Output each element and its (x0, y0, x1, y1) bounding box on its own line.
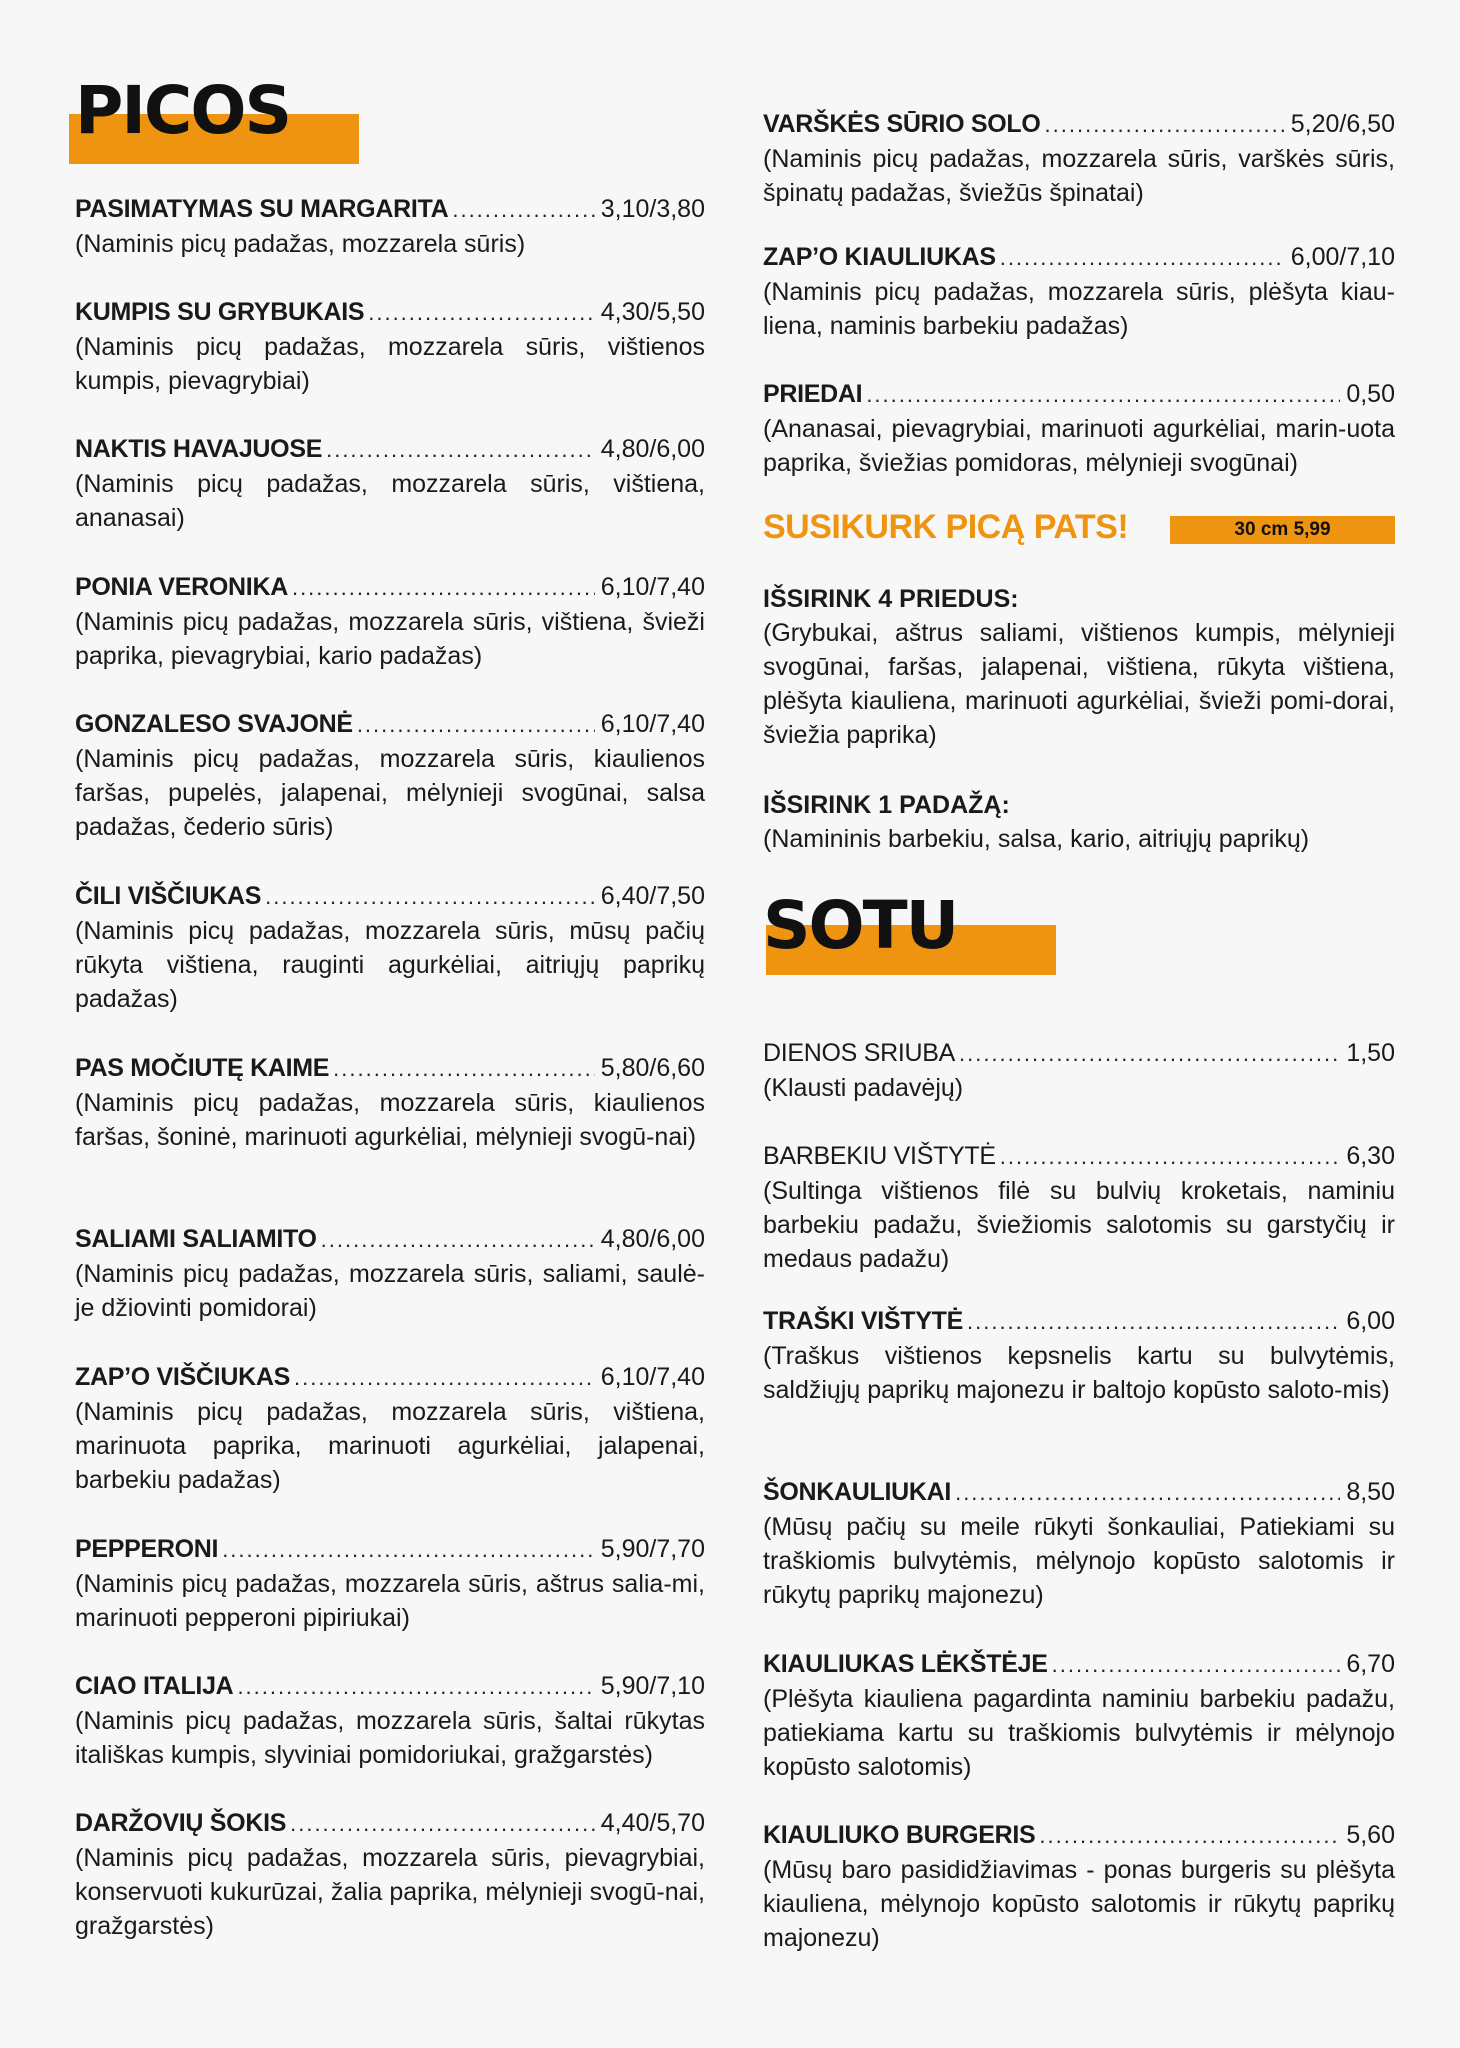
item-price: 6,70 (1346, 1650, 1395, 1678)
menu-item (75, 1222, 705, 1325)
leader-dots (967, 1305, 1340, 1339)
item-description: (Naminis picų padažas, mozzarela sūris, saliami, saulė-je džiovinti pomidorai) (75, 1260, 705, 1322)
sotu-heading (763, 887, 1083, 995)
menu-item (75, 295, 705, 398)
item-price: 6,10/7,40 (600, 1363, 705, 1391)
item-price: 5,90/7,10 (600, 1672, 705, 1700)
picos-heading (75, 70, 435, 170)
leader-dots (1000, 241, 1285, 275)
menu-item (763, 1139, 1395, 1276)
menu-item (75, 192, 705, 261)
item-name: VARŠKĖS SŪRIO SOLO (763, 110, 1041, 138)
item-price: 8,50 (1346, 1478, 1395, 1506)
item-name: PRIEDAI (763, 380, 863, 408)
menu-item (763, 1475, 1395, 1612)
item-name: ZAP’O KIAULIUKAS (763, 243, 996, 271)
item-name: KIAULIUKAS LĖKŠTĖJE (763, 1650, 1048, 1678)
item-description: (Naminis picų padažas, mozzarela sūris, vištiena, ananasai) (75, 470, 705, 532)
item-name: KUMPIS SU GRYBUKAIS (75, 298, 365, 326)
item-name: TRAŠKI VIŠTYTĖ (763, 1307, 963, 1335)
item-description: (Naminis picų padažas, mozzarela sūris, aštrus salia-mi, marinuoti pepperoni pipiriukai) (75, 1570, 705, 1632)
build-your-pizza (763, 508, 1395, 552)
menu-item (763, 1818, 1395, 1955)
item-name: PAS MOČIUTĘ KAIME (75, 1054, 330, 1082)
item-name: BARBEKIU VIŠTYTĖ (763, 1142, 996, 1170)
leader-dots (368, 296, 595, 330)
item-description: (Naminis picų padažas, mozzarela sūris, varškės sūris, špinatų padažas, šviežūs špinatai) (763, 145, 1395, 207)
menu-item (763, 240, 1395, 343)
item-price: 4,80/6,00 (600, 1225, 705, 1253)
leader-dots (1052, 1648, 1341, 1682)
item-price: 6,30 (1346, 1142, 1395, 1170)
item-description: (Mūsų pačių su meile rūkyti šonkauliai, Patiekiami su traškiomis bulvytėmis, mėlynojo kopūsto salotomis ir rūkytų paprikų majonezu) (763, 1513, 1395, 1609)
leader-dots (326, 433, 595, 467)
item-name: ČILI VIŠČIUKAS (75, 882, 262, 910)
menu-item (763, 377, 1395, 480)
choose-toppings-desc: (Grybukai, aštrus saliami, vištienos kumpis, mėlynieji svogūnai, faršas, jalapenai, vištiena, rūkyta vištiena, plėšyta kiauliena, marinuoti agurkėliai, švieži pomi-dorai, šviežia paprika) (763, 619, 1395, 749)
item-price: 5,20/6,50 (1290, 110, 1395, 138)
leader-dots (290, 1807, 595, 1841)
item-name: PEPPERONI (75, 1535, 219, 1563)
leader-dots (866, 378, 1340, 412)
menu-item (75, 1360, 705, 1497)
sotu-title: SOTU (763, 887, 958, 964)
item-name: KIAULIUKO BURGERIS (763, 1821, 1036, 1849)
leader-dots (1045, 108, 1285, 142)
menu-item (75, 570, 705, 673)
menu-item (75, 1669, 705, 1772)
item-description: (Naminis picų padažas, mozzarela sūris, plėšyta kiau-liena, naminis barbekiu padažas) (763, 278, 1395, 340)
item-name: ŠONKAULIUKAI (763, 1478, 952, 1506)
item-price: 6,40/7,50 (600, 882, 705, 910)
item-price: 6,10/7,40 (600, 573, 705, 601)
leader-dots (357, 708, 595, 742)
size-price-badge: 30 cm 5,99 (1170, 516, 1395, 544)
menu-item (75, 707, 705, 844)
item-price: 6,00/7,10 (1290, 243, 1395, 271)
item-price: 4,40/5,70 (600, 1809, 705, 1837)
leader-dots (222, 1533, 595, 1567)
item-name: NAKTIS HAVAJUOSE (75, 435, 323, 463)
item-description: (Mūsų baro pasididžiavimas - ponas burgeris su plėšyta kiauliena, mėlynojo kopūsto salotomis ir rūkytų paprikų majonezu) (763, 1856, 1395, 1952)
item-name: DARŽOVIŲ ŠOKIS (75, 1809, 287, 1837)
item-description: (Traškus vištienos kepsnelis kartu su bulvytėmis, saldžiųjų paprikų majonezu ir baltojo kopūsto saloto-mis) (763, 1342, 1395, 1404)
leader-dots (333, 1052, 595, 1086)
item-price: 6,00 (1346, 1307, 1395, 1335)
leader-dots (955, 1476, 1340, 1510)
leader-dots (237, 1670, 594, 1704)
item-name: PASIMATYMAS SU MARGARITA (75, 195, 449, 223)
leader-dots (292, 571, 595, 605)
item-name: GONZALESO SVAJONĖ (75, 710, 353, 738)
menu-item (75, 1806, 705, 1943)
item-name: PONIA VERONIKA (75, 573, 288, 601)
build-title: SUSIKURK PICĄ PATS! (763, 508, 1129, 546)
menu-item (763, 107, 1395, 210)
item-price: 4,80/6,00 (600, 435, 705, 463)
item-price: 4,30/5,50 (600, 298, 705, 326)
leader-dots (959, 1037, 1340, 1071)
leader-dots (294, 1361, 595, 1395)
menu-item (763, 1647, 1395, 1784)
item-price: 1,50 (1346, 1039, 1395, 1067)
item-description: (Naminis picų padažas, mozzarela sūris, vištiena, švieži paprika, pievagrybiai, kario padažas) (75, 608, 705, 670)
item-price: 3,10/3,80 (600, 195, 705, 223)
menu-item (763, 1036, 1395, 1105)
item-description: (Naminis picų padažas, mozzarela sūris, vištiena, marinuota paprika, marinuoti agurkėliai, jalapenai, barbekiu padažas) (75, 1398, 705, 1494)
picos-title: PICOS (75, 72, 291, 149)
item-name: DIENOS SRIUBA (763, 1039, 955, 1067)
leader-dots (1000, 1140, 1341, 1174)
item-description: (Naminis picų padažas, mozzarela sūris, kiaulienos faršas, šoninė, marinuoti agurkėliai, mėlynieji svogū-nai) (75, 1089, 705, 1151)
item-description: (Klausti padavėjų) (763, 1074, 964, 1102)
choose-sauce-desc: (Namininis barbekiu, salsa, kario, aitriųjų paprikų) (763, 825, 1310, 853)
item-price: 5,60 (1346, 1821, 1395, 1849)
item-description: (Naminis picų padažas, mozzarela sūris, šaltai rūkytas itališkas kumpis, slyviniai pomidoriukai, gražgarstės) (75, 1707, 705, 1769)
item-description: (Naminis picų padažas, mozzarela sūris) (75, 230, 526, 258)
item-description: (Naminis picų padažas, mozzarela sūris, kiaulienos faršas, pupelės, jalapenai, mėlynieji svogūnai, salsa padažas, čederio sūris) (75, 745, 705, 841)
item-price: 5,80/6,60 (600, 1054, 705, 1082)
choose-sauce-title: IŠSIRINK 1 PADAŽĄ: (763, 791, 1010, 819)
menu-item (75, 879, 705, 1016)
leader-dots (452, 193, 594, 227)
menu-item (763, 1304, 1395, 1407)
leader-dots (265, 880, 595, 914)
item-description: (Naminis picų padažas, mozzarela sūris, vištienos kumpis, pievagrybiai) (75, 333, 705, 395)
item-description: (Naminis picų padažas, mozzarela sūris, pievagrybiai, konservuoti kukurūzai, žalia paprika, mėlynieji svogū-nai, gražgarstės) (75, 1844, 705, 1940)
item-description: (Plėšyta kiauliena pagardinta naminiu barbekiu padažu, patiekiama kartu su traškiomis bulvytėmis ir mėlynojo kopūsto salotomis) (763, 1685, 1395, 1781)
item-name: SALIAMI SALIAMITO (75, 1225, 317, 1253)
item-price: 0,50 (1346, 380, 1395, 408)
item-description: (Naminis picų padažas, mozzarela sūris, mūsų pačių rūkyta vištiena, rauginti agurkėliai, aitriųjų paprikų padažas) (75, 917, 705, 1013)
menu-item (75, 1051, 705, 1154)
item-name: ZAP’O VIŠČIUKAS (75, 1363, 290, 1391)
toppings-choice (763, 582, 1395, 752)
menu-item (75, 432, 705, 535)
sauce-choice (763, 788, 1395, 856)
item-name: CIAO ITALIJA (75, 1672, 234, 1700)
menu-item (75, 1532, 705, 1635)
choose-toppings-title: IŠSIRINK 4 PRIEDUS: (763, 585, 1019, 613)
item-description: (Ananasai, pievagrybiai, marinuoti agurkėliai, marin-uota paprika, šviežias pomidoras, mėlynieji svogūnai) (763, 415, 1395, 477)
item-price: 6,10/7,40 (600, 710, 705, 738)
leader-dots (321, 1223, 595, 1257)
item-description: (Sultinga vištienos filė su bulvių kroketais, naminiu barbekiu padažu, šviežiomis salotomis su garstyčių ir medaus padažu) (763, 1177, 1395, 1273)
item-price: 5,90/7,70 (600, 1535, 705, 1563)
leader-dots (1039, 1819, 1340, 1853)
